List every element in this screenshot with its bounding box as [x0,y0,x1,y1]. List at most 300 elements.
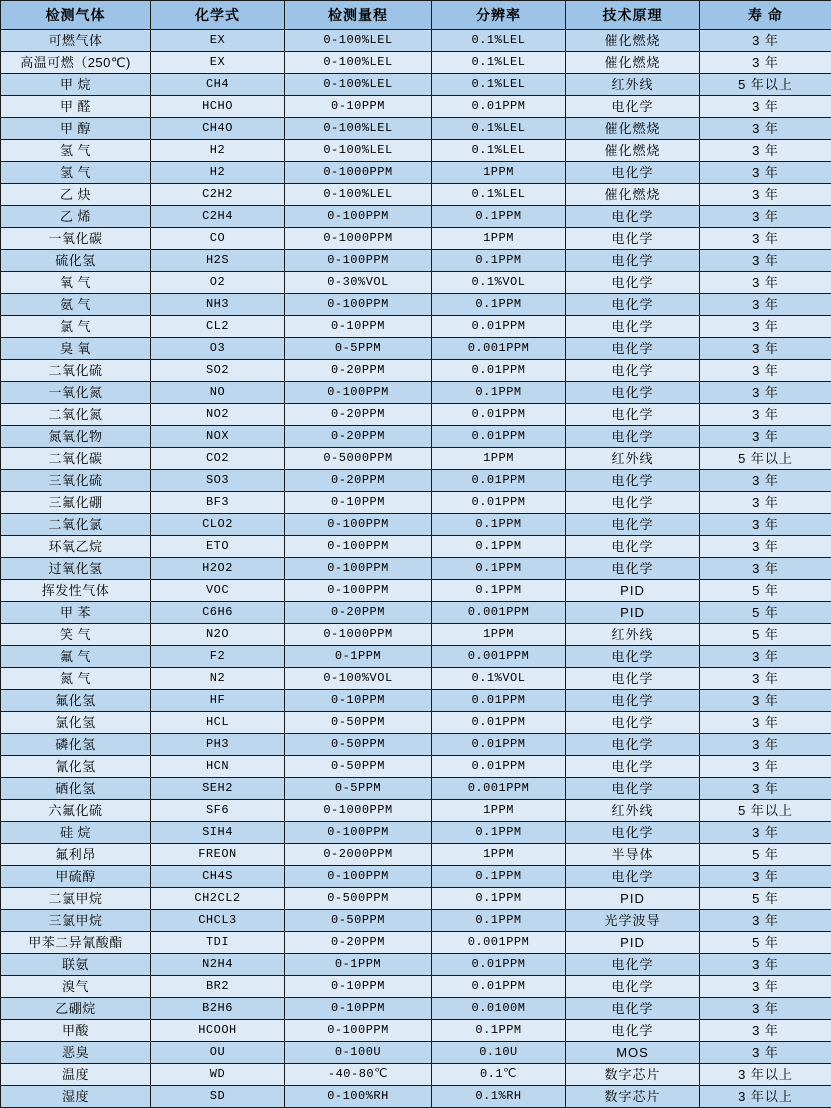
cell-technology: 电化学 [566,712,700,734]
table-row [1,800,831,822]
header-row [1,1,831,30]
cell-resolution: 0.0100M [432,998,566,1020]
cell-gas-name: 可燃气体 [1,30,151,52]
cell-range: 0-100%LEL [285,140,432,162]
cell-formula: BR2 [151,976,285,998]
cell-formula: C2H4 [151,206,285,228]
cell-technology: 数字芯片 [566,1064,700,1086]
cell-range: 0-100%RH [285,1086,432,1108]
cell-technology: 电化学 [566,536,700,558]
table-row [1,52,831,74]
cell-gas-name: 溴气 [1,976,151,998]
cell-technology: 电化学 [566,360,700,382]
cell-range: 0-100PPM [285,382,432,404]
cell-resolution: 0.001PPM [432,778,566,800]
cell-lifetime: 3 年 [700,822,831,844]
cell-formula: H2 [151,140,285,162]
cell-formula: C6H6 [151,602,285,624]
table-row [1,1086,831,1108]
column-header-lifetime: 寿 命 [700,1,831,30]
cell-gas-name: 硒化氢 [1,778,151,800]
cell-resolution: 0.01PPM [432,470,566,492]
cell-formula: O2 [151,272,285,294]
cell-formula: SD [151,1086,285,1108]
cell-resolution: 1PPM [432,800,566,822]
cell-technology: 红外线 [566,800,700,822]
cell-formula: CO [151,228,285,250]
cell-formula: N2H4 [151,954,285,976]
cell-gas-name: 磷化氢 [1,734,151,756]
cell-lifetime: 3 年 [700,646,831,668]
table-row [1,976,831,998]
cell-lifetime: 3 年 [700,228,831,250]
cell-technology: 电化学 [566,206,700,228]
cell-technology: 电化学 [566,646,700,668]
cell-technology: 电化学 [566,954,700,976]
cell-lifetime: 3 年 [700,184,831,206]
cell-resolution: 0.01PPM [432,976,566,998]
cell-gas-name: 氟化氢 [1,690,151,712]
cell-technology: 电化学 [566,96,700,118]
cell-gas-name: 环氧乙烷 [1,536,151,558]
cell-lifetime: 3 年 [700,954,831,976]
table-row [1,844,831,866]
cell-lifetime: 3 年 [700,558,831,580]
cell-lifetime: 3 年 [700,470,831,492]
cell-range: 0-100PPM [285,580,432,602]
cell-lifetime: 3 年 [700,52,831,74]
cell-lifetime: 3 年 [700,360,831,382]
cell-range: 0-10PPM [285,492,432,514]
cell-technology: 电化学 [566,404,700,426]
table-row [1,822,831,844]
cell-resolution: 0.01PPM [432,316,566,338]
cell-lifetime: 3 年 [700,998,831,1020]
cell-resolution: 0.01PPM [432,96,566,118]
cell-range: 0-10PPM [285,96,432,118]
cell-range: 0-5000PPM [285,448,432,470]
cell-resolution: 0.1%LEL [432,118,566,140]
cell-range: 0-100%LEL [285,30,432,52]
cell-technology: 电化学 [566,690,700,712]
cell-range: 0-20PPM [285,404,432,426]
cell-technology: 电化学 [566,514,700,536]
cell-gas-name: 氟 气 [1,646,151,668]
cell-formula: SEH2 [151,778,285,800]
table-row [1,778,831,800]
cell-resolution: 0.1PPM [432,1020,566,1042]
cell-resolution: 0.01PPM [432,954,566,976]
cell-formula: CH2CL2 [151,888,285,910]
cell-gas-name: 氟利昂 [1,844,151,866]
cell-gas-name: 三氯甲烷 [1,910,151,932]
cell-resolution: 0.1PPM [432,250,566,272]
cell-formula: WD [151,1064,285,1086]
table-row [1,228,831,250]
cell-technology: 电化学 [566,976,700,998]
cell-gas-name: 甲 醛 [1,96,151,118]
cell-lifetime: 3 年 [700,30,831,52]
cell-lifetime: 3 年 [700,206,831,228]
cell-resolution: 0.01PPM [432,404,566,426]
cell-resolution: 0.01PPM [432,492,566,514]
cell-range: 0-100PPM [285,558,432,580]
cell-gas-name: 联氨 [1,954,151,976]
cell-range: 0-5PPM [285,338,432,360]
cell-gas-name: 臭 氧 [1,338,151,360]
cell-resolution: 0.1PPM [432,206,566,228]
cell-technology: 电化学 [566,470,700,492]
cell-lifetime: 3 年 [700,910,831,932]
cell-resolution: 0.1PPM [432,558,566,580]
cell-gas-name: 六氟化硫 [1,800,151,822]
cell-resolution: 0.001PPM [432,338,566,360]
cell-gas-name: 乙 炔 [1,184,151,206]
table-row [1,96,831,118]
cell-technology: 电化学 [566,734,700,756]
cell-lifetime: 3 年 [700,294,831,316]
cell-technology: 催化燃烧 [566,118,700,140]
cell-formula: H2 [151,162,285,184]
cell-resolution: 0.1PPM [432,382,566,404]
cell-resolution: 0.10U [432,1042,566,1064]
table-row [1,954,831,976]
cell-gas-name: 甲 醇 [1,118,151,140]
cell-range: 0-10PPM [285,976,432,998]
cell-gas-name: 一氧化碳 [1,228,151,250]
cell-technology: 红外线 [566,448,700,470]
cell-gas-name: 乙 烯 [1,206,151,228]
cell-technology: 半导体 [566,844,700,866]
table-row [1,888,831,910]
table-row [1,184,831,206]
cell-range: 0-10PPM [285,690,432,712]
cell-resolution: 0.01PPM [432,426,566,448]
cell-lifetime: 3 年 [700,338,831,360]
cell-range: 0-10PPM [285,998,432,1020]
cell-lifetime: 3 年以上 [700,1064,831,1086]
cell-technology: 电化学 [566,778,700,800]
cell-resolution: 1PPM [432,624,566,646]
cell-gas-name: 二氧化氮 [1,404,151,426]
cell-gas-name: 恶臭 [1,1042,151,1064]
table-row [1,646,831,668]
cell-lifetime: 5 年以上 [700,800,831,822]
cell-lifetime: 3 年 [700,492,831,514]
column-header-range: 检测量程 [285,1,432,30]
cell-gas-name: 甲苯二异氰酸酯 [1,932,151,954]
cell-gas-name: 二氧化硫 [1,360,151,382]
cell-gas-name: 氯化氢 [1,712,151,734]
cell-technology: 电化学 [566,866,700,888]
cell-gas-name: 甲酸 [1,1020,151,1042]
cell-range: 0-20PPM [285,932,432,954]
cell-formula: SF6 [151,800,285,822]
cell-lifetime: 5 年 [700,624,831,646]
cell-formula: CO2 [151,448,285,470]
table-row [1,536,831,558]
table-row [1,448,831,470]
cell-range: 0-100PPM [285,536,432,558]
cell-lifetime: 3 年 [700,316,831,338]
cell-resolution: 0.1%RH [432,1086,566,1108]
cell-range: 0-1000PPM [285,162,432,184]
cell-range: 0-1000PPM [285,228,432,250]
cell-gas-name: 甲硫醇 [1,866,151,888]
cell-technology: 数字芯片 [566,1086,700,1108]
cell-technology: 催化燃烧 [566,184,700,206]
cell-range: 0-50PPM [285,756,432,778]
table-row [1,690,831,712]
cell-lifetime: 3 年 [700,690,831,712]
cell-formula: PH3 [151,734,285,756]
cell-lifetime: 3 年 [700,712,831,734]
cell-lifetime: 5 年以上 [700,448,831,470]
table-row [1,338,831,360]
table-row [1,932,831,954]
cell-resolution: 0.1PPM [432,866,566,888]
table-body [1,30,831,1108]
cell-technology: 电化学 [566,338,700,360]
cell-lifetime: 5 年 [700,580,831,602]
cell-formula: HCL [151,712,285,734]
cell-gas-name: 氯 气 [1,316,151,338]
cell-formula: EX [151,52,285,74]
cell-resolution: 0.001PPM [432,602,566,624]
cell-gas-name: 氰化氢 [1,756,151,778]
cell-gas-name: 二氧化氯 [1,514,151,536]
table-row [1,294,831,316]
column-header-resolution: 分辨率 [432,1,566,30]
cell-resolution: 0.1%LEL [432,74,566,96]
cell-resolution: 0.001PPM [432,932,566,954]
cell-range: 0-100PPM [285,206,432,228]
cell-range: 0-20PPM [285,360,432,382]
cell-range: 0-1000PPM [285,800,432,822]
cell-technology: PID [566,580,700,602]
cell-technology: 电化学 [566,250,700,272]
cell-gas-name: 二氯甲烷 [1,888,151,910]
table-row [1,580,831,602]
cell-gas-name: 高温可燃（250℃) [1,52,151,74]
cell-technology: 红外线 [566,74,700,96]
cell-formula: CH4O [151,118,285,140]
cell-lifetime: 3 年 [700,404,831,426]
cell-lifetime: 3 年 [700,1042,831,1064]
cell-lifetime: 3 年 [700,514,831,536]
cell-gas-name: 三氧化硫 [1,470,151,492]
cell-formula: VOC [151,580,285,602]
cell-technology: 催化燃烧 [566,140,700,162]
cell-range: -40-80℃ [285,1064,432,1086]
cell-formula: ETO [151,536,285,558]
cell-formula: H2S [151,250,285,272]
table-header [1,1,831,30]
cell-range: 0-100PPM [285,822,432,844]
cell-range: 0-100U [285,1042,432,1064]
cell-range: 0-100%LEL [285,52,432,74]
cell-formula: HF [151,690,285,712]
cell-resolution: 1PPM [432,228,566,250]
cell-resolution: 0.1PPM [432,514,566,536]
column-header-gas-name: 检测气体 [1,1,151,30]
cell-range: 0-50PPM [285,910,432,932]
cell-gas-name: 硫化氢 [1,250,151,272]
cell-gas-name: 三氟化硼 [1,492,151,514]
cell-resolution: 0.1PPM [432,888,566,910]
cell-lifetime: 3 年 [700,778,831,800]
cell-technology: 电化学 [566,492,700,514]
cell-formula: HCN [151,756,285,778]
table-row [1,206,831,228]
cell-formula: HCHO [151,96,285,118]
table-row [1,712,831,734]
cell-resolution: 0.1%VOL [432,272,566,294]
cell-lifetime: 5 年 [700,888,831,910]
cell-lifetime: 5 年以上 [700,74,831,96]
cell-range: 0-5PPM [285,778,432,800]
table-row [1,162,831,184]
cell-range: 0-20PPM [285,602,432,624]
cell-gas-name: 氧 气 [1,272,151,294]
cell-range: 0-50PPM [285,712,432,734]
cell-formula: NOX [151,426,285,448]
cell-gas-name: 氨 气 [1,294,151,316]
cell-lifetime: 3 年 [700,426,831,448]
cell-technology: 电化学 [566,756,700,778]
column-header-technology: 技术原理 [566,1,700,30]
cell-technology: 光学波导 [566,910,700,932]
cell-lifetime: 5 年 [700,844,831,866]
table-row [1,1020,831,1042]
cell-technology: 电化学 [566,162,700,184]
cell-range: 0-100%LEL [285,118,432,140]
cell-range: 0-100PPM [285,250,432,272]
cell-technology: PID [566,888,700,910]
cell-resolution: 0.1%LEL [432,184,566,206]
table-row [1,382,831,404]
table-row [1,316,831,338]
cell-formula: H2O2 [151,558,285,580]
cell-gas-name: 笑 气 [1,624,151,646]
cell-lifetime: 3 年 [700,272,831,294]
table-row [1,910,831,932]
cell-range: 0-100%VOL [285,668,432,690]
cell-lifetime: 3 年以上 [700,1086,831,1108]
table-row [1,492,831,514]
cell-lifetime: 3 年 [700,668,831,690]
cell-formula: N2O [151,624,285,646]
cell-formula: SO2 [151,360,285,382]
cell-gas-name: 乙硼烷 [1,998,151,1020]
cell-lifetime: 3 年 [700,756,831,778]
cell-gas-name: 氮氧化物 [1,426,151,448]
cell-resolution: 0.1%LEL [432,52,566,74]
cell-range: 0-50PPM [285,734,432,756]
table-row [1,998,831,1020]
table-row [1,470,831,492]
table-row [1,558,831,580]
cell-resolution: 0.001PPM [432,646,566,668]
cell-technology: 红外线 [566,624,700,646]
cell-resolution: 1PPM [432,448,566,470]
cell-technology: 电化学 [566,272,700,294]
cell-formula: BF3 [151,492,285,514]
cell-formula: NO [151,382,285,404]
cell-lifetime: 3 年 [700,1020,831,1042]
cell-resolution: 0.1%VOL [432,668,566,690]
cell-range: 0-20PPM [285,470,432,492]
table-row [1,30,831,52]
column-header-formula: 化学式 [151,1,285,30]
cell-technology: 催化燃烧 [566,52,700,74]
cell-formula: HCOOH [151,1020,285,1042]
cell-technology: 电化学 [566,426,700,448]
cell-formula: C2H2 [151,184,285,206]
cell-formula: CHCL3 [151,910,285,932]
table-row [1,404,831,426]
table-row [1,624,831,646]
cell-lifetime: 3 年 [700,162,831,184]
cell-gas-name: 过氧化氢 [1,558,151,580]
cell-gas-name: 一氧化氮 [1,382,151,404]
table-row [1,668,831,690]
cell-formula: B2H6 [151,998,285,1020]
cell-formula: N2 [151,668,285,690]
cell-lifetime: 5 年 [700,602,831,624]
table-row [1,360,831,382]
cell-technology: 电化学 [566,382,700,404]
cell-technology: MOS [566,1042,700,1064]
cell-range: 0-1000PPM [285,624,432,646]
table-row [1,734,831,756]
cell-range: 0-20PPM [285,426,432,448]
cell-lifetime: 3 年 [700,536,831,558]
cell-resolution: 0.01PPM [432,734,566,756]
cell-lifetime: 3 年 [700,976,831,998]
cell-formula: FREON [151,844,285,866]
cell-formula: SIH4 [151,822,285,844]
cell-gas-name: 温度 [1,1064,151,1086]
cell-formula: NO2 [151,404,285,426]
cell-gas-name: 甲 烷 [1,74,151,96]
cell-formula: CH4S [151,866,285,888]
table-row [1,118,831,140]
cell-formula: NH3 [151,294,285,316]
cell-range: 0-100PPM [285,1020,432,1042]
table-row [1,514,831,536]
cell-technology: 电化学 [566,558,700,580]
cell-resolution: 0.01PPM [432,690,566,712]
cell-formula: SO3 [151,470,285,492]
cell-lifetime: 3 年 [700,382,831,404]
table-row [1,756,831,778]
cell-range: 0-2000PPM [285,844,432,866]
cell-gas-name: 二氧化碳 [1,448,151,470]
cell-gas-name: 氢 气 [1,162,151,184]
cell-technology: 电化学 [566,668,700,690]
cell-formula: TDI [151,932,285,954]
cell-technology: 电化学 [566,228,700,250]
cell-resolution: 0.1PPM [432,580,566,602]
table-row [1,866,831,888]
cell-technology: PID [566,932,700,954]
cell-resolution: 1PPM [432,844,566,866]
cell-resolution: 0.1PPM [432,536,566,558]
cell-resolution: 0.01PPM [432,712,566,734]
cell-formula: EX [151,30,285,52]
cell-technology: 电化学 [566,998,700,1020]
